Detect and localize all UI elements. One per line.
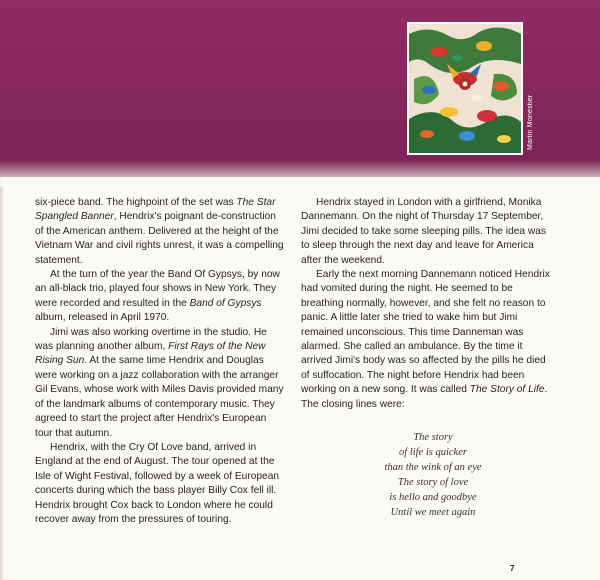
poem-line: The story of love [397,477,469,489]
poem-line: of life is quicker [399,447,467,459]
poem-line: than the wink of an eye [384,462,482,474]
left-text-column [35,196,285,527]
text-run: Jimi was also working overtime in the studio. He was planning another album, [35,326,267,353]
text-run: , Hendrix's poignant de-construction of the American anthem. Delivered at the height of the Vietnam War and civil rights unrest, it was a compelling statement. [35,211,284,266]
text-run: Hendrix, with the Cry Of Love band, arrived in England at the end of August. The tour opened at the Isle of Wight Festival, followed by a week of European concerts during which the bass player Billy Cox fell ill. Hendrix brought Cox back to London where he could recover away from the pressures of touring. [35,441,280,525]
album-art-photo [407,22,523,155]
paragraph [35,441,285,527]
photo-credit: Martin Monestier [527,94,534,150]
banner-fade [0,160,600,186]
right-text-column [301,196,551,520]
text-run: Early the next morning Dannemann noticed Hendrix had vomited during the night. He seemed to be breathing normally, however, and she felt no reason to panic. A little later she tried to wake him but Jimi remained unconscious. This time Danneman was alarmed. She called an ambulance. By the time it arrived Jimi's body was so affected by the pills he died of suffocation. The night before Hendrix had been working on a new song. It was called [301,269,550,396]
song-lyrics-poem [301,430,551,520]
text-run: . At the same time Hendrix and Douglas were working on a jazz collaboration with the arranger Gil Evans, whose work with Miles Davis provided many of the landmark albums of contemporary music. They agreed to start the project after Hendrix's European tour that autumn. [35,355,284,439]
text-run: At the turn of the year the Band Of Gypsys, by now an all-black trio, played four shows in New York. They were recorded and resulted in the [35,269,280,309]
parrots-collage-image [409,24,521,153]
paragraph [301,196,551,268]
page-number: 7 [510,564,515,573]
poem-line: The story [413,432,453,444]
text-run: six-piece band. The highpoint of the set was [35,197,237,208]
song-title: The Story of Life [469,384,545,396]
paragraph [35,268,285,326]
poem-line: is hello and goodbye [389,492,477,504]
album-title: Band of Gypsys [189,297,262,309]
paragraph [35,326,285,441]
text-run: album, released in April 1970. [35,312,170,324]
song-title: The Star Spangled Banner [35,197,276,223]
poem-line: Until we meet again [390,507,476,519]
text-run: . The closing lines were: [301,384,548,410]
paragraph [301,268,551,412]
text-run: Hendrix stayed in London with a girlfriend, Monika Dannemann. On the night of Thursday 17 September, Jimi decided to take some sleeping pills. The idea was to sleep through the next day and leave for America after the weekend. [301,197,547,266]
album-title: First Rays of the New Rising Sun [35,341,266,367]
paragraph [35,196,285,268]
